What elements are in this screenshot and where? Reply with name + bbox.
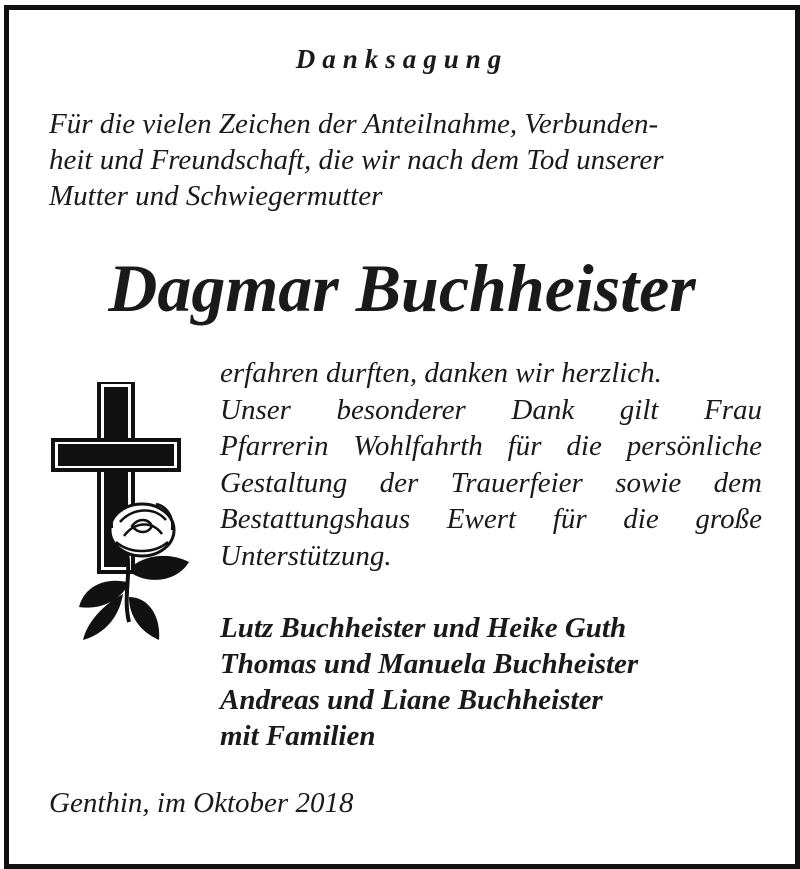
- place-and-date: Genthin, im Oktober 2018: [49, 787, 354, 819]
- emblem-graphic: [49, 382, 199, 644]
- obituary-notice: [4, 5, 800, 869]
- thanks-line: Pfarrerin Wohlfahrth für die persönliche: [220, 430, 762, 462]
- thanks-line: Bestattungshaus Ewert für die große: [220, 503, 762, 535]
- signers-list: [220, 610, 638, 754]
- signer-line: mit Familien: [220, 720, 376, 752]
- signer-line: Thomas und Manuela Buchheister: [220, 648, 639, 680]
- notice-heading: Danksagung: [295, 44, 509, 74]
- cross-and-rose-emblem: [49, 382, 199, 644]
- thanks-line: Unser besonderer Dank gilt Frau: [220, 393, 762, 426]
- signer-line: Andreas und Liane Buchheister: [220, 684, 603, 716]
- intro-paragraph: [49, 106, 761, 214]
- thanks-line: Gestaltung der Trauerfeier sowie dem: [220, 466, 762, 499]
- thanks-paragraph: [220, 355, 762, 574]
- intro-line: heit und Freundschaft, die wir nach dem Tod unserer: [49, 144, 664, 176]
- rose-icon: [79, 504, 189, 640]
- thanks-line: erfahren durften, danken wir herzlich.: [220, 357, 662, 389]
- signer-line: Lutz Buchheister und Heike Guth: [220, 612, 627, 644]
- intro-line: Mutter und Schwiegermutter: [49, 180, 383, 212]
- thanks-line: Unterstützung.: [220, 539, 392, 572]
- intro-line: Für die vielen Zeichen der Anteilnahme, Verbunden-: [49, 108, 659, 140]
- deceased-name: Dagmar Buchheister: [108, 250, 696, 326]
